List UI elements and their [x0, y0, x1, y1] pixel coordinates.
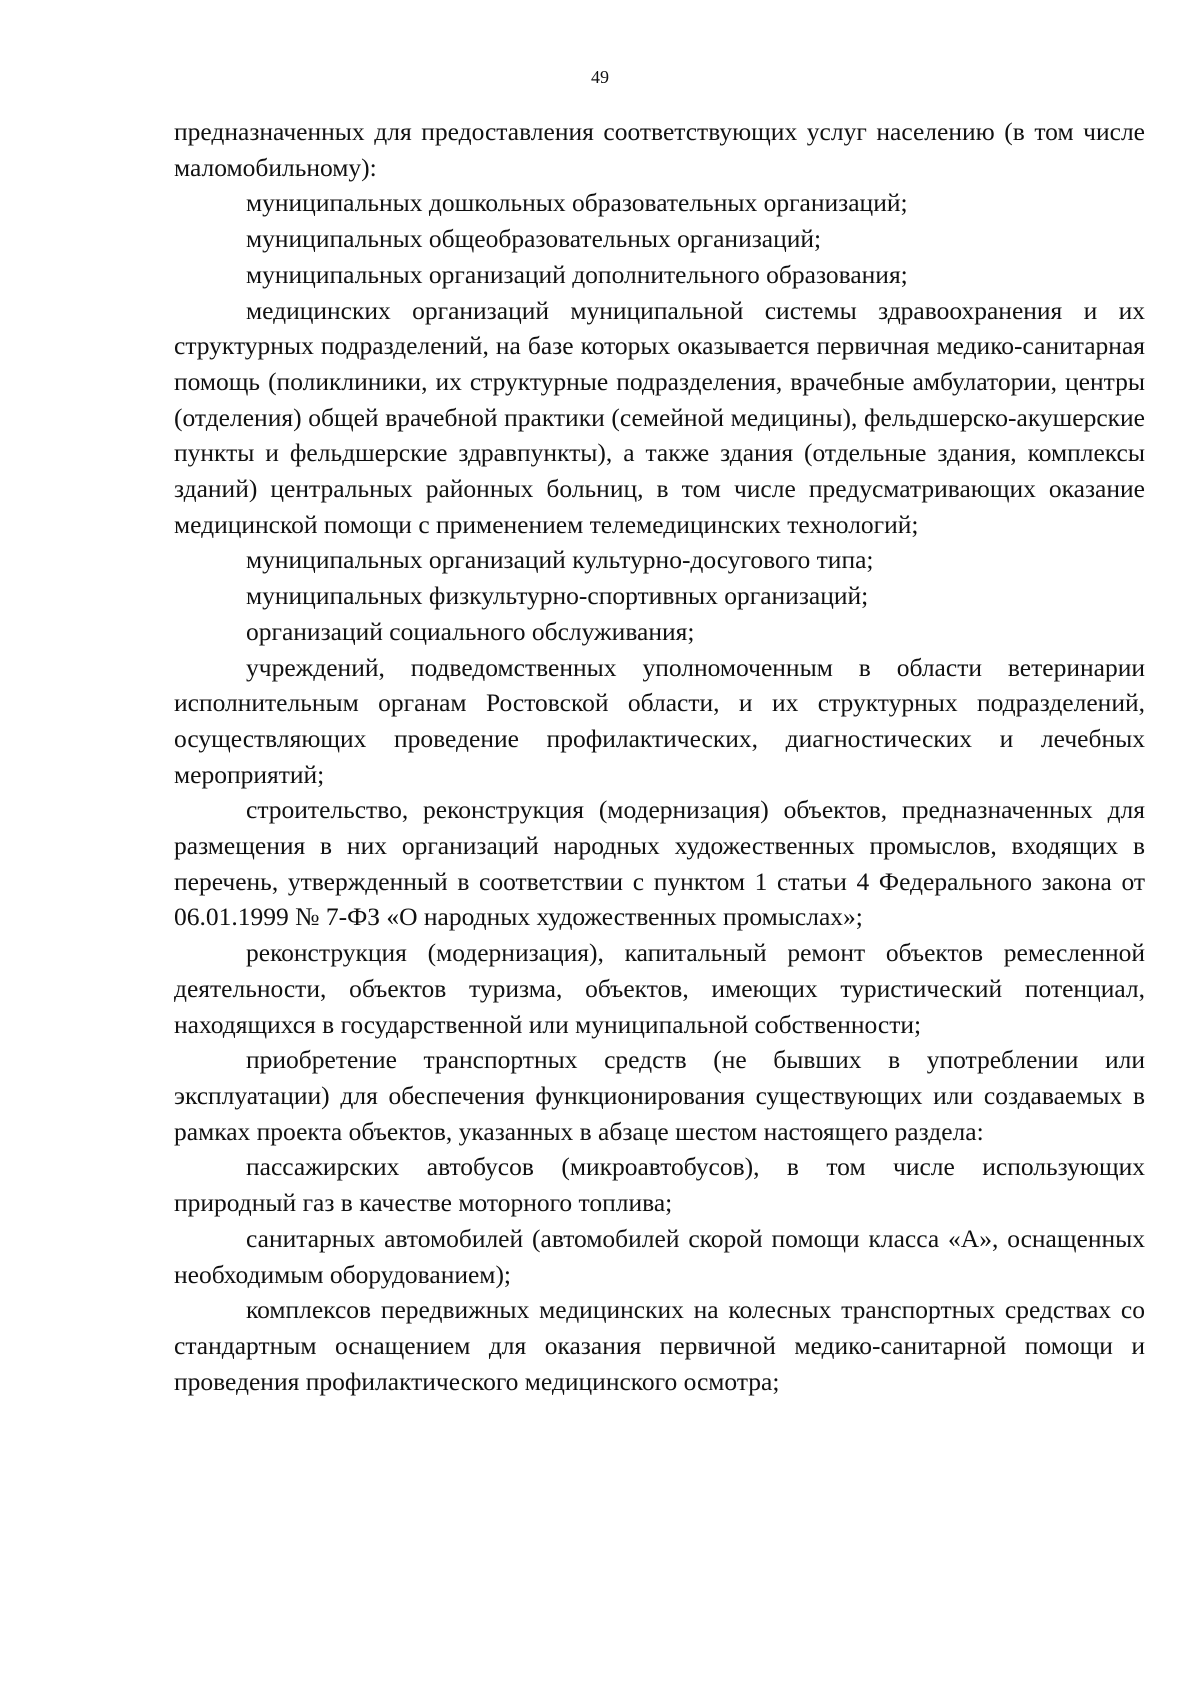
document-body — [174, 114, 1145, 1399]
list-item-mobile-medical: комплексов передвижных медицинских на колесных транспортных средствах со стандартным оснащением для оказания первичной медико-санитарной помощи и проведения профилактического медицинского осмотра; — [174, 1295, 1145, 1396]
list-item-culture: муниципальных организаций культурно-досугового типа; — [246, 545, 874, 575]
list-item-preschool: муниципальных дошкольных образовательных организаций; — [246, 188, 908, 218]
paragraph-vehicles: приобретение транспортных средств (не бывших в употреблении или эксплуатации) для обеспечения функционирования существующих или создаваемых в рамках проекта объектов, указанных в абзаце шестом настоящего раздела: — [174, 1045, 1145, 1146]
list-item-social-service: организаций социального обслуживания; — [246, 616, 695, 646]
list-item-veterinary: учреждений, подведомственных уполномоченным в области ветеринарии исполнительным органам Ростовской области, и их структурных подразделений, осуществляющих проведение профилактических, диагностических и лечебных мероприятий; — [174, 652, 1145, 789]
page-number: 49 — [591, 67, 609, 87]
paragraph-folk-crafts: строительство, реконструкция (модернизация) объектов, предназначенных для размещения в них организаций народных художественных промыслов, входящих в перечень, утвержденный в соответствии с пунктом 1 статьи 4 Федерального закона от 06.01.1999 № 7-ФЗ «О народных художественных промыслах»; — [174, 795, 1145, 932]
paragraph-continuation: предназначенных для предоставления соответствующих услуг населению (в том числе маломобильному): — [174, 117, 1145, 182]
list-item-medical: медицинских организаций муниципальной системы здравоохранения и их структурных подразделений, на базе которых оказывается первичная медико-санитарная помощь (поликлиники, их структурные подразделения, врачебные амбулатории, центры (отделения) общей врачебной практики (семейной медицины), фельдшерско-акушерские пункты и фельдшерские здравпункты), а также здания (отдельные здания, комплексы зданий) центральных районных больниц, в том числе предусматривающих оказание медицинской помощи с применением телемедицинских технологий; — [174, 295, 1145, 539]
list-item-ambulances: санитарных автомобилей (автомобилей скорой помощи класса «А», оснащенных необходимым оборудованием); — [174, 1223, 1145, 1289]
list-item-additional-education: муниципальных организаций дополнительного образования; — [246, 259, 908, 289]
paragraph-tourism: реконструкция (модернизация), капитальный ремонт объектов ремесленной деятельности, объектов туризма, объектов, имеющих туристический потенциал, находящихся в государственной или муниципальной собственности; — [174, 938, 1145, 1039]
list-item-general-education: муниципальных общеобразовательных организаций; — [246, 224, 822, 254]
list-item-buses: пассажирских автобусов (микроавтобусов), в том числе использующих природный газ в качестве моторного топлива; — [174, 1152, 1145, 1218]
list-item-sport: муниципальных физкультурно-спортивных организаций; — [246, 581, 869, 611]
